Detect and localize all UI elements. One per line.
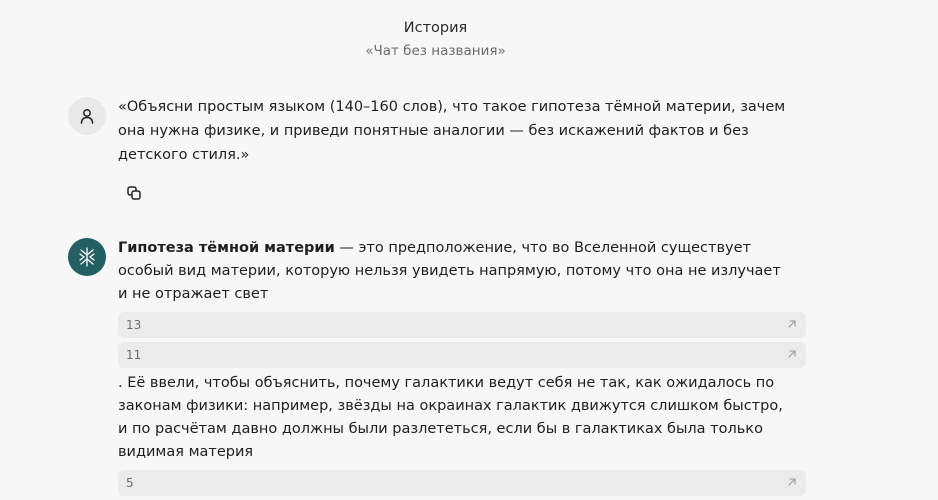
- source-reference-number: 13: [126, 318, 142, 332]
- copy-button[interactable]: [123, 182, 145, 204]
- arrow-up-right-icon: [785, 317, 799, 331]
- user-avatar: [68, 97, 106, 135]
- copy-icon: [126, 185, 142, 201]
- source-reference-5[interactable]: [118, 470, 806, 496]
- arrow-up-right-icon: [785, 475, 799, 489]
- source-reference-number: 5: [126, 476, 134, 490]
- assistant-paragraph-2: . Её ввели, чтобы объяснить, почему галактики ведут себя не так, как ожидалось по законам физики: например, звёзды на окраинах галактик движутся слишком быстро, и по расчётам давно должны были разлететься, если бы в галактиках была только видимая материя: [118, 375, 783, 460]
- source-reference-13[interactable]: [118, 312, 806, 338]
- assistant-avatar: [68, 238, 106, 276]
- user-icon: [78, 107, 96, 125]
- chat-name: «Чат без названия»: [365, 43, 506, 59]
- user-message-text: «Объясни простым языком (140–160 слов), что такое гипотеза тёмной материи, зачем она нужна физике, и приведи понятные аналогии — без искажений фактов и без детского стиля.»: [118, 99, 786, 163]
- assistant-logo-icon: [76, 246, 98, 268]
- arrow-up-right-icon: [785, 347, 799, 361]
- assistant-paragraph: [118, 237, 790, 306]
- source-reference-number: 11: [126, 348, 142, 362]
- assistant-intro-text: — это предположение, что во Вселенной существует особый вид материи, которую нельзя увидеть напрямую, потому что она не излучает и не отражает свет: [118, 240, 781, 302]
- chat-header: [0, 18, 871, 60]
- assistant-intro-bold: Гипотеза тёмной материи: [118, 240, 335, 256]
- source-reference-11[interactable]: [118, 342, 806, 368]
- page-title[interactable]: История: [403, 20, 468, 36]
- assistant-message: [118, 237, 808, 500]
